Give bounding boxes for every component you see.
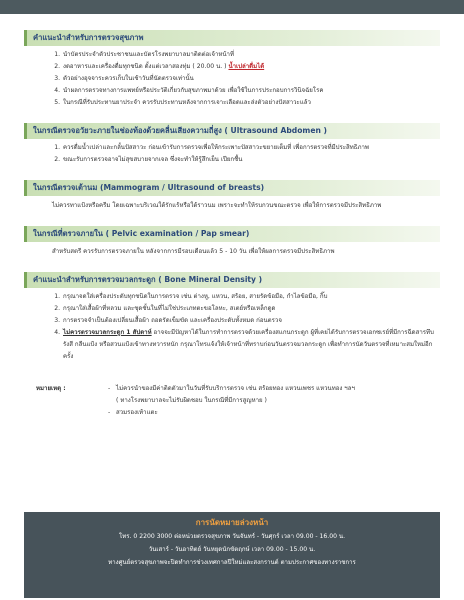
list-item-text: อาจจะมีปัญหาได้ในการทำการตรวจด้วยเครื่องสแกนกระดูก ผู้ที่เคยได้รับการตรวจเอกซเรย์ที่มีการฉีดสารทึบรังสี กลืนแป้ง หรือสวนแป้งเข้าทางทวารหนัก กรุณาโทรแจ้งให้เจ้าหน้าที่ทราบก่อนวันตรวจมวลกระดูก เพื่อทำการนัดวันตรวจที่เหมาะสมใหม่อีกครั้ง (63, 329, 434, 360)
list-item: 2. ขณะรับการตรวจอาจไม่สุขสบายจากเจล ซึ่งจะทำให้รู้สึกเย็น เปียกชื้น (62, 154, 440, 166)
list-item: 1. ควรดื่มน้ำเปล่าและกลั้นปัสสาวะ ก่อนเข้ารับการตรวจเพื่อให้กระเพาะปัสสาวะขยายเต็มที่ เพื่อการตรวจที่มีประสิทธิภาพ (62, 142, 440, 154)
section-bone-density (24, 272, 440, 363)
section-heading: คำแนะนำสำหรับการตรวจสุขภาพ (24, 30, 440, 46)
remarks-item: - สวมรองเท้าแตะ (108, 407, 440, 419)
remarks-body (108, 383, 440, 419)
section-heading: คำแนะนำสำหรับการตรวจมวลกระดูก ( Bone Mineral Density ) (24, 272, 440, 288)
remarks-label: หมายเหตุ : (36, 385, 66, 392)
list-item (62, 327, 440, 363)
instruction-list (24, 49, 440, 109)
top-bar (0, 0, 464, 14)
footer-line: วันเสาร์ - วันอาทิตย์ วันหยุดนักขัตฤกษ์ เวลา 09.00 - 15.00 น. (148, 546, 316, 553)
section-checkup-advice (24, 30, 440, 109)
list-item: 4. นำผลการตรวจทางการแพทย์หรือประวัติเกี่ยวกับสุขภาพมาด้วย เพื่อใช้ในการประกอบการวินิจฉัยโรค (62, 85, 440, 97)
footer-line: โทร. 0 2200 3000 ต่อหน่วยตรวจสุขภาพ วันจันทร์ - วันศุกร์ เวลา 09.00 - 16.00 น. (118, 533, 346, 540)
section-heading: ในกรณีตรวจเต้านม (Mammogram / Ultrasound of breasts) (24, 180, 440, 196)
remarks-item: - ไม่ควรนำของมีค่าติดตัวมาในวันที่รับบริการตรวจ เช่น สร้อยทอง แหวนเพชร แหวนทอง ฯลฯ (108, 383, 440, 395)
section-heading: ในกรณีที่ตรวจภายใน ( Pelvic examination / Pap smear) (24, 226, 440, 242)
footer-line: ทางศูนย์ตรวจสุขภาพจะปิดทำการช่วงเทศกาลปีใหม่และสงกรานต์ ตามประกาศของทางราชการ (108, 559, 356, 566)
footer-title: การนัดหมายล่วงหน้า (195, 518, 269, 527)
section-ultrasound-abdomen (24, 123, 440, 166)
water-allowed-note: น้ำเปล่าดื่มได้ (228, 63, 265, 70)
instruction-list (24, 291, 440, 363)
appointment-footer (24, 512, 440, 598)
section-pelvic-exam (24, 226, 440, 258)
section-heading: ในกรณีตรวจอวัยวะภายในช่องท้องด้วยคลื่นเสียงความถี่สูง ( Ultrasound Abdomen ) (24, 123, 440, 139)
list-item: 3. การตรวจจำเป็นต้องเปลี่ยนเสื้อผ้า ถอดรัดเข็มขัด และเครื่องประดับทั้งหมด ก่อนตรวจ (62, 315, 440, 327)
list-item: 2. กรุณาใส่เสื้อผ้าที่หลวม และชุดชั้นในที่ไม่ใช่ประเภทตะขอโลหะ, สเตย์หรือเหล็กดูด (62, 303, 440, 315)
list-item: 1. นำบัตรประจำตัวประชาชนและบัตรโรงพยาบาลมาติดต่อเจ้าหน้าที่ (62, 49, 440, 61)
list-item: 3. ตัวอย่างอุจจาระควรเก็บในเช้าวันที่นัดตรวจเท่านั้น (62, 73, 440, 85)
section-paragraph: สำหรับสตรี ควรรับการตรวจภายใน หลังจากการมีรอบเดือนแล้ว 5 - 10 วัน เพื่อให้ผลการตรวจมีประสิทธิภาพ (52, 248, 335, 255)
bone-density-warning: ไม่ควรตรวจมวลกระดูก 1 สัปดาห์ (63, 329, 152, 336)
list-item-text: งดอาหารและเครื่องดื่มทุกชนิด ตั้งแต่เวลาสองทุ่ม ( 20.00 น. ) (63, 63, 229, 70)
section-paragraph: ไม่ควรทาแป้งหรือครีม โดยเฉพาะบริเวณใต้รักแร้หรือใต้ราวนม เพราะจะทำให้รบกวนขณะตรวจ เพื่อให้การตรวจมีประสิทธิภาพ (52, 202, 382, 209)
list-item (62, 61, 440, 73)
section-mammogram (24, 180, 440, 212)
remarks-item-sub: ( ทางโรงพยาบาลจะไม่รับผิดชอบ ในกรณีที่มีการสูญหาย ) (116, 397, 267, 404)
list-item: 1. กรุณาจดใส่เครื่องประดับทุกชนิดในการตรวจ เช่น ต่างหู, แหวน, สร้อย, สายรัดข้อมือ, กำไลข้อมือ, กิ๊บ (62, 291, 440, 303)
instruction-list (24, 142, 440, 166)
remarks (24, 383, 440, 419)
list-item: 5. ในกรณีที่รับประทานยาประจำ ควรรับประทานหลังจากการเจาะเลือดและส่งตัวอย่างปัสสาวะแล้ว (62, 97, 440, 109)
document-page (24, 30, 440, 419)
